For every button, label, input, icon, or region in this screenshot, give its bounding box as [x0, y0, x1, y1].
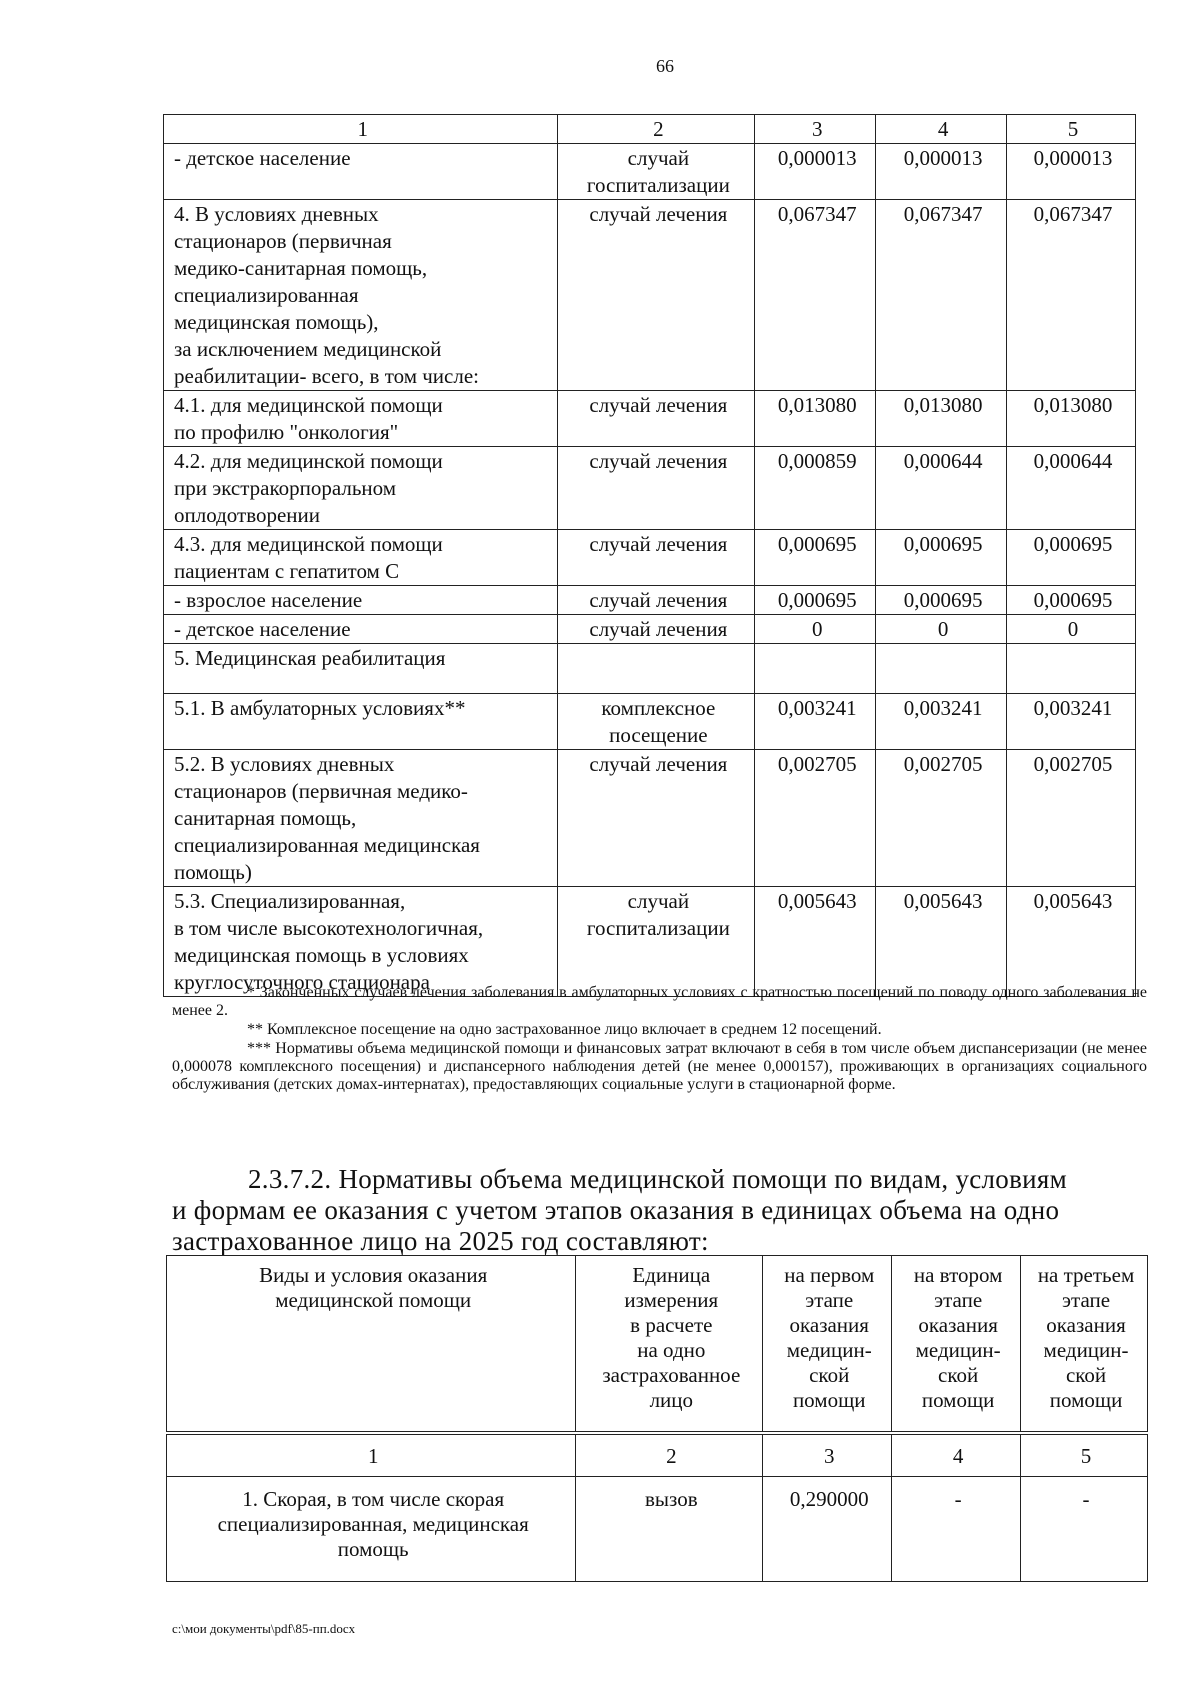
- value-col-5: 0,005643: [1007, 887, 1136, 997]
- value-col-4: 0,000695: [876, 586, 1007, 615]
- table2-header-row: [167, 1256, 1148, 1434]
- header-stage-3: на третьем этапе оказания медицин- ской помощи: [1021, 1256, 1148, 1434]
- col-number-3: 3: [763, 1433, 892, 1477]
- table-row: [164, 694, 1136, 750]
- table-row: [167, 1477, 1148, 1582]
- value-col-4: 0,067347: [876, 200, 1007, 391]
- value-col-3: 0,013080: [755, 391, 876, 447]
- row-name-cell: 5.3. Специализированная, в том числе высокотехнологичная, медицинская помощь в условиях круглосуточного стационара: [164, 887, 558, 997]
- value-col-4: 0: [876, 615, 1007, 644]
- table-row: [164, 750, 1136, 887]
- stage-1-value: 0,290000: [763, 1477, 892, 1582]
- table-row: [164, 144, 1136, 200]
- value-col-4: 0,000695: [876, 530, 1007, 586]
- footnote-1: * Законченных случаев лечения заболевания в амбулаторных условиях с кратностью посещений по поводу одного заболевания не менее 2.: [172, 984, 1147, 1019]
- paragraph-line-2: и формам ее оказания с учетом этапов оказания в единицах объема на одно: [172, 1195, 1060, 1225]
- table-row: [164, 586, 1136, 615]
- paragraph-line-3: застрахованное лицо на 2025 год составляют:: [172, 1226, 709, 1256]
- value-col-5: [1007, 644, 1136, 694]
- value-col-5: 0: [1007, 615, 1136, 644]
- unit-cell: случай госпитализации: [558, 887, 755, 997]
- value-col-4: 0,013080: [876, 391, 1007, 447]
- col-number-2: 2: [558, 115, 755, 144]
- row-name-cell: - детское население: [164, 144, 558, 200]
- unit-cell: случай лечения: [558, 200, 755, 391]
- unit-cell: вызов: [576, 1477, 763, 1582]
- table-header-row: [164, 115, 1136, 144]
- unit-cell: случай лечения: [558, 391, 755, 447]
- row-name-cell: 5.2. В условиях дневных стационаров (первичная медико- санитарная помощь, специализированная медицинская помощь): [164, 750, 558, 887]
- value-col-5: 0,000695: [1007, 530, 1136, 586]
- header-care-type: Виды и условия оказания медицинской помощи: [167, 1256, 576, 1434]
- value-col-5: 0,002705: [1007, 750, 1136, 887]
- col-number-4: 4: [876, 115, 1007, 144]
- header-stage-2: на втором этапе оказания медицин- ской помощи: [892, 1256, 1021, 1434]
- row-name-cell: 5.1. В амбулаторных условиях**: [164, 694, 558, 750]
- footnotes: [172, 984, 1147, 1095]
- stage-2-value: -: [892, 1477, 1021, 1582]
- value-col-3: 0,000859: [755, 447, 876, 530]
- row-name-cell: 4. В условиях дневных стационаров (первичная медико-санитарная помощь, специализированная медицинская помощь), за исключением медицинской реабилитации- всего, в том числе:: [164, 200, 558, 391]
- value-col-4: 0,000013: [876, 144, 1007, 200]
- footnote-3: *** Нормативы объема медицинской помощи и финансовых затрат включают в себя в том числе объем диспансеризации (не менее 0,000078 комплексного посещения) и диспансерного наблюдения детей (не менее 0,000157), проживающих в организациях социального обслуживания (детских домах-интернатах), предоставляющих социальные услуги в стационарной форме.: [172, 1040, 1147, 1093]
- value-col-3: [755, 644, 876, 694]
- header-unit: Единица измерения в расчете на одно застрахованное лицо: [576, 1256, 763, 1434]
- page-number: 66: [656, 56, 674, 76]
- care-type-cell: 1. Скорая, в том числе скорая специализированная, медицинская помощь: [167, 1477, 576, 1582]
- table-row: [164, 644, 1136, 694]
- value-col-4: 0,005643: [876, 887, 1007, 997]
- value-col-3: 0,002705: [755, 750, 876, 887]
- table-row: [164, 887, 1136, 997]
- unit-cell: [558, 644, 755, 694]
- value-col-3: 0: [755, 615, 876, 644]
- value-col-3: 0,005643: [755, 887, 876, 997]
- value-col-5: 0,003241: [1007, 694, 1136, 750]
- value-col-4: 0,003241: [876, 694, 1007, 750]
- row-name-cell: 4.3. для медицинской помощи пациентам с гепатитом С: [164, 530, 558, 586]
- table-row: [164, 200, 1136, 391]
- value-col-3: 0,000013: [755, 144, 876, 200]
- value-col-4: 0,002705: [876, 750, 1007, 887]
- value-col-4: 0,000644: [876, 447, 1007, 530]
- row-name-cell: 4.1. для медицинской помощи по профилю "онкология": [164, 391, 558, 447]
- col-number-2: 2: [576, 1433, 763, 1477]
- unit-cell: случай лечения: [558, 615, 755, 644]
- unit-cell: случай лечения: [558, 447, 755, 530]
- value-col-5: 0,067347: [1007, 200, 1136, 391]
- value-col-4: [876, 644, 1007, 694]
- col-number-1: 1: [167, 1433, 576, 1477]
- footnote-2: ** Комплексное посещение на одно застрахованное лицо включает в среднем 12 посещений.: [247, 1021, 882, 1038]
- col-number-5: 5: [1007, 115, 1136, 144]
- table-row: [164, 447, 1136, 530]
- unit-cell: случай лечения: [558, 530, 755, 586]
- value-col-3: 0,000695: [755, 586, 876, 615]
- table-row: [164, 615, 1136, 644]
- unit-cell: случай лечения: [558, 586, 755, 615]
- value-col-3: 0,000695: [755, 530, 876, 586]
- value-col-5: 0,000644: [1007, 447, 1136, 530]
- stage-3-value: -: [1021, 1477, 1148, 1582]
- row-name-cell: - взрослое население: [164, 586, 558, 615]
- header-stage-1: на первом этапе оказания медицин- ской помощи: [763, 1256, 892, 1434]
- col-number-4: 4: [892, 1433, 1021, 1477]
- value-col-3: 0,003241: [755, 694, 876, 750]
- footer-file-path: c:\мои документы\pdf\85-пп.docx: [172, 1621, 356, 1636]
- stage-norms-table: [166, 1255, 1148, 1582]
- unit-cell: случай лечения: [558, 750, 755, 887]
- col-number-1: 1: [164, 115, 558, 144]
- unit-cell: комплексное посещение: [558, 694, 755, 750]
- row-name-cell: - детское население: [164, 615, 558, 644]
- col-number-5: 5: [1021, 1433, 1148, 1477]
- col-number-3: 3: [755, 115, 876, 144]
- norms-table-continued: [163, 114, 1136, 997]
- table-row: [164, 530, 1136, 586]
- table-row: [164, 391, 1136, 447]
- unit-cell: случай госпитализации: [558, 144, 755, 200]
- table2-number-row: [167, 1433, 1148, 1477]
- row-name-cell: 4.2. для медицинской помощи при экстракорпоральном оплодотворении: [164, 447, 558, 530]
- paragraph-line-1: 2.3.7.2. Нормативы объема медицинской помощи по видам, условиям: [248, 1164, 1068, 1194]
- value-col-5: 0,000695: [1007, 586, 1136, 615]
- row-name-cell: 5. Медицинская реабилитация: [164, 644, 558, 694]
- value-col-5: 0,000013: [1007, 144, 1136, 200]
- section-paragraph: [172, 1164, 1148, 1257]
- value-col-5: 0,013080: [1007, 391, 1136, 447]
- value-col-3: 0,067347: [755, 200, 876, 391]
